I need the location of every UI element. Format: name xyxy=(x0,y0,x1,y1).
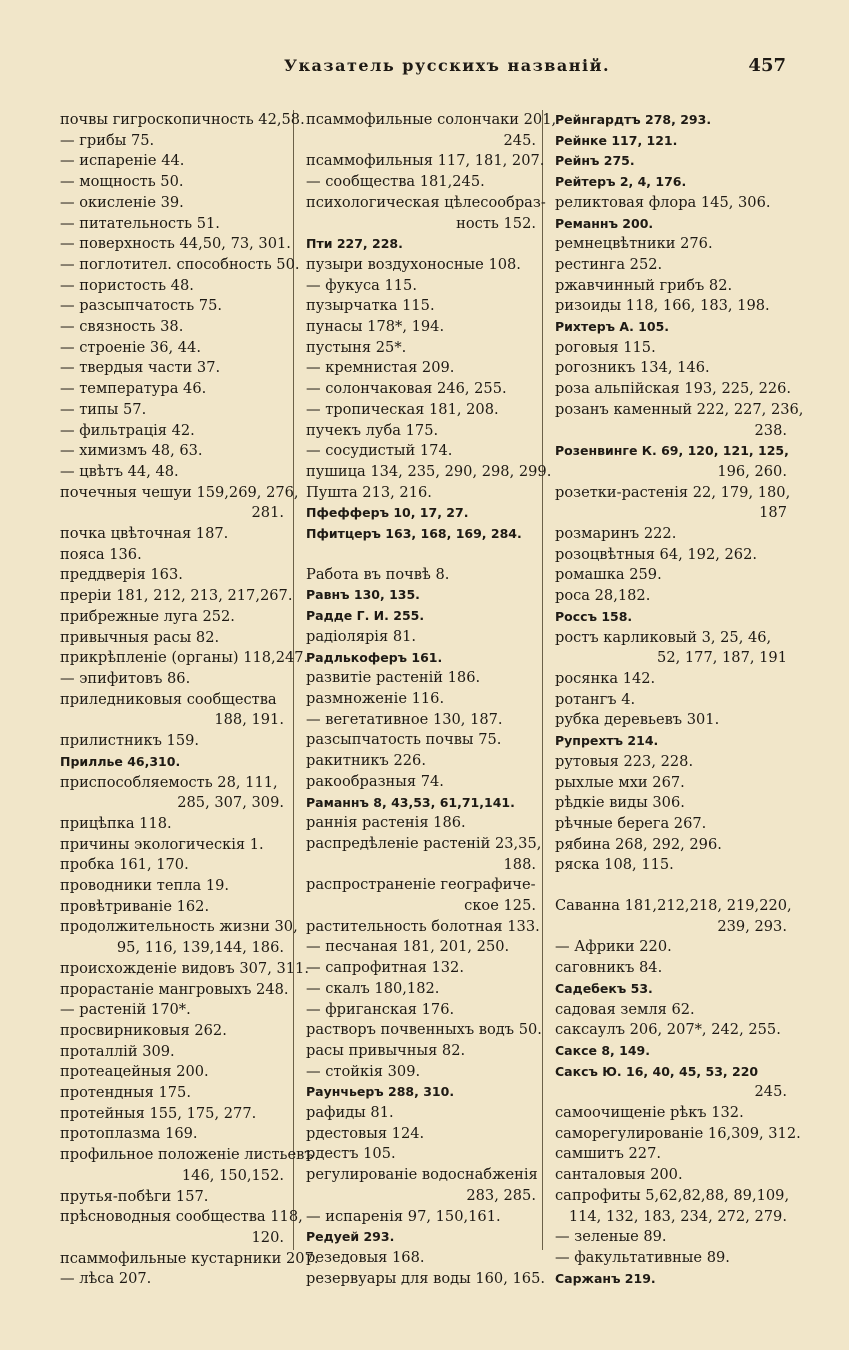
index-entry: 245. xyxy=(503,131,536,149)
index-entry: провѣтриваніе 162. xyxy=(60,897,210,915)
index-entry: психологическая цѣлесообраз- xyxy=(306,193,546,211)
index-entry: Саванна 181,212,218, 219,220, xyxy=(555,897,792,915)
index-entry: ризоиды 118, 166, 183, 198. xyxy=(555,297,770,315)
index-entry: рдестъ 105. xyxy=(306,1145,396,1163)
index-entry: Саржанъ 219. xyxy=(555,1270,656,1286)
index-entry: пустыня 25*. xyxy=(306,338,407,356)
index-entry: санталовыя 200. xyxy=(555,1166,683,1184)
index-entry: самшитъ 227. xyxy=(555,1145,662,1163)
index-entry: пояса 136. xyxy=(60,545,142,563)
index-entry: расы привычныя 82. xyxy=(306,1041,466,1059)
index-entry: развитіе растеній 186. xyxy=(306,669,481,687)
index-entry: рѣчные берега 267. xyxy=(555,814,707,832)
index-entry: сапрофиты 5,62,82,88, 89,109, xyxy=(555,1186,790,1204)
index-entry: рутовыя 223, 228. xyxy=(555,752,694,770)
index-entry: Раунчьеръ 288, 310. xyxy=(306,1084,455,1100)
index-entry: псаммофильные кустарники 207. xyxy=(60,1249,319,1267)
index-entry: — факультативные 89. xyxy=(555,1248,730,1266)
index-entry: — поглотител. способность 50. xyxy=(60,255,300,273)
index-entry: розетки-растенія 22, 179, 180, xyxy=(555,483,791,501)
index-entry: распредѣленіе растеній 23,35, xyxy=(306,834,542,852)
index-entry: садовая земля 62. xyxy=(555,1000,695,1018)
index-entry: — строеніе 36, 44. xyxy=(60,338,201,356)
index-entry: 188. xyxy=(503,855,536,873)
index-entry: — фукуса 115. xyxy=(306,276,417,294)
index-entry: ракитникъ 226. xyxy=(306,752,426,770)
index-entry: — зеленые 89. xyxy=(555,1228,667,1246)
column-divider xyxy=(293,110,294,1250)
index-entry: проталлій 309. xyxy=(60,1042,175,1060)
index-entry: 239, 293. xyxy=(717,917,787,935)
index-entry: 188, 191. xyxy=(214,711,284,729)
index-entry: — цвѣтъ 44, 48. xyxy=(60,462,179,480)
index-entry: пузырчатка 115. xyxy=(306,297,435,315)
index-entry: росянка 142. xyxy=(555,669,656,687)
index-entry: раннія растенія 186. xyxy=(306,814,466,832)
index-entry: ржавчинный грибъ 82. xyxy=(555,276,733,294)
index-entry: ромашка 259. xyxy=(555,566,662,584)
index-entry: резервуары для воды 160, 165. xyxy=(306,1269,545,1287)
index-entry: Рейнке 117, 121. xyxy=(555,132,678,148)
index-entry: Рихтеръ А. 105. xyxy=(555,319,670,335)
index-entry: — сообщества 181,245. xyxy=(306,173,485,191)
index-entry: Пфитцеръ 163, 168, 169, 284. xyxy=(306,526,522,542)
index-entry: рафиды 81. xyxy=(306,1104,394,1122)
index-entry: прикрѣпленіе (органы) 118,247. xyxy=(60,649,309,667)
page-number: 457 xyxy=(748,55,786,76)
index-entry: прибрежные луга 252. xyxy=(60,607,235,625)
index-entry: розмаринъ 222. xyxy=(555,525,677,543)
index-entry: Приллье 46,310. xyxy=(60,753,181,769)
index-entry: Работа въ почвѣ 8. xyxy=(306,565,450,583)
index-entry: растворъ почвенныхъ водъ 50. xyxy=(306,1021,542,1039)
index-entry: — эпифитовъ 86. xyxy=(60,669,191,687)
index-entry: псаммофильныя 117, 181, 207. xyxy=(306,152,545,170)
index-entry: Реманнъ 200. xyxy=(555,215,654,231)
index-entry: Россъ 158. xyxy=(555,608,633,624)
index-entry: рогозникъ 134, 146. xyxy=(555,359,710,377)
index-entry: — грибы 75. xyxy=(60,131,155,149)
index-entry: Розенвинге К. 69, 120, 121, 125, xyxy=(555,443,789,459)
index-entry: — солончаковая 246, 255. xyxy=(306,380,507,398)
index-entry: профильное положеніе листьевъ xyxy=(60,1146,314,1164)
index-entry: — сапрофитная 132. xyxy=(306,959,464,977)
index-entry: прилистникъ 159. xyxy=(60,732,200,750)
index-entry: рыхлые мхи 267. xyxy=(555,773,685,791)
running-title: Указатель русскихъ названій. xyxy=(284,56,611,75)
index-entry: Рейнгардтъ 278, 293. xyxy=(555,112,712,127)
index-entry: розоцвѣтныя 64, 192, 262. xyxy=(555,545,758,563)
index-entry: просвирниковыя 262. xyxy=(60,1021,227,1039)
index-entry: прицѣпка 118. xyxy=(60,814,172,832)
index-entry: протейныя 155, 175, 277. xyxy=(60,1104,257,1122)
index-entry: пушица 134, 235, 290, 298, 299. xyxy=(306,462,552,480)
index-entry: прутья-побѣги 157. xyxy=(60,1187,209,1205)
index-entry: самоочищеніе рѣкъ 132. xyxy=(555,1104,744,1122)
index-entry: — химизмъ 48, 63. xyxy=(60,442,203,460)
index-entry: — испареніе 44. xyxy=(60,152,185,170)
index-entry: ростъ карликовый 3, 25, 46, xyxy=(555,628,772,646)
index-entry: — фриганская 176. xyxy=(306,1000,455,1018)
index-entry: Пфефферъ 10, 17, 27. xyxy=(306,505,469,521)
index-entry: Редуей 293. xyxy=(306,1229,395,1245)
index-entry: — стойкія 309. xyxy=(306,1062,421,1080)
index-entry: роговыя 115. xyxy=(555,338,656,356)
page-header xyxy=(60,56,790,86)
index-entry: Радлькоферъ 161. xyxy=(306,649,443,665)
index-entry: разсыпчатость почвы 75. xyxy=(306,731,502,749)
index-column-2 xyxy=(306,110,557,1289)
index-entry: приспособляемость 28, 111, xyxy=(60,773,278,791)
index-entry: ское 125. xyxy=(464,897,536,915)
index-entry: 114, 132, 183, 234, 272, 279. xyxy=(568,1207,787,1225)
index-entry: Рупрехтъ 214. xyxy=(555,733,659,749)
index-entry: — твердыя части 37. xyxy=(60,359,221,377)
index-entry: — песчаная 181, 201, 250. xyxy=(306,938,510,956)
index-entry: причины экологическія 1. xyxy=(60,835,264,853)
index-entry: почечныя чешуи 159,269, 276, xyxy=(60,483,299,501)
index-entry: происхожденіе видовъ 307, 311. xyxy=(60,959,309,977)
index-entry: ремнецвѣтники 276. xyxy=(555,235,713,253)
index-entry: псаммофильные солончаки 201, xyxy=(306,111,557,128)
index-entry: — кремнистая 209. xyxy=(306,359,455,377)
index-entry: 52, 177, 187, 191 xyxy=(657,649,787,667)
index-entry: — испаренія 97, 150,161. xyxy=(306,1207,501,1225)
index-entry: регулированіе водоснабженія xyxy=(306,1166,538,1184)
index-entry: Радде Г. И. 255. xyxy=(306,608,425,624)
index-entry: преддверія 163. xyxy=(60,566,183,584)
index-entry: рѣдкіе виды 306. xyxy=(555,794,685,812)
index-entry: ряска 108, 115. xyxy=(555,856,674,874)
index-entry: резедовыя 168. xyxy=(306,1248,425,1266)
index-entry: — типы 57. xyxy=(60,400,147,418)
index-entry: 146, 150,152. xyxy=(181,1166,284,1184)
index-entry: пунасы 178*, 194. xyxy=(306,318,445,336)
index-entry: 196, 260. xyxy=(717,462,787,480)
index-entry: прорастаніе мангровыхъ 248. xyxy=(60,980,289,998)
index-entry: приледниковыя сообщества xyxy=(60,690,277,708)
index-entry: продолжительность жизни 30, xyxy=(60,918,298,936)
index-entry: — скалъ 180,182. xyxy=(306,979,440,997)
index-entry: Садебекъ 53. xyxy=(555,980,653,996)
index-entry: преріи 181, 212, 213, 217,267. xyxy=(60,587,293,605)
index-entry: — лѣса 207. xyxy=(60,1270,152,1288)
index-entry: Саксе 8, 149. xyxy=(555,1042,650,1058)
index-entry: пузыри воздухоносные 108. xyxy=(306,255,521,273)
index-entry: Равнъ 130, 135. xyxy=(306,587,420,603)
index-entry: протеацейныя 200. xyxy=(60,1063,209,1081)
index-entry: Рейтеръ 2, 4, 176. xyxy=(555,174,687,190)
index-entry: почвы гигроскопичность 42,58. xyxy=(60,111,305,128)
index-entry: привычныя расы 82. xyxy=(60,628,220,646)
index-entry: Пти 227, 228. xyxy=(306,236,403,252)
index-entry: пучекъ луба 175. xyxy=(306,421,439,439)
index-entry: протоплазма 169. xyxy=(60,1125,198,1143)
index-entry: роса 28,182. xyxy=(555,587,651,605)
index-entry: 283, 285. xyxy=(466,1186,536,1204)
index-entry: — мощность 50. xyxy=(60,173,184,191)
index-entry: проводники тепла 19. xyxy=(60,877,230,895)
index-entry: распространеніе географиче- xyxy=(306,876,536,894)
index-entry: прѣсноводныя сообщества 118, xyxy=(60,1208,303,1226)
index-entry: рестинга 252. xyxy=(555,255,663,273)
index-entry: — связность 38. xyxy=(60,318,184,336)
index-entry: саксаулъ 206, 207*, 242, 255. xyxy=(555,1021,781,1039)
index-entry: саговникъ 84. xyxy=(555,959,663,977)
index-entry: Рейнъ 275. xyxy=(555,153,635,169)
index-entry: 238. xyxy=(754,421,787,439)
index-entry: 245. xyxy=(754,1083,787,1101)
index-entry: протендныя 175. xyxy=(60,1084,191,1102)
column-divider xyxy=(542,110,543,1250)
index-entry: — вегетативное 130, 187. xyxy=(306,710,503,728)
index-entry: — окисленіе 39. xyxy=(60,193,184,211)
index-entry: реликтовая флора 145, 306. xyxy=(555,193,771,211)
index-entry: рдестовыя 124. xyxy=(306,1124,425,1142)
index-entry: роза альпійская 193, 225, 226. xyxy=(555,380,792,398)
index-entry: розанъ каменный 222, 227, 236, xyxy=(555,400,804,418)
index-entry: пробка 161, 170. xyxy=(60,856,189,874)
index-entry: ракообразныя 74. xyxy=(306,772,444,790)
index-entry: 281. xyxy=(251,504,284,522)
index-entry: — питательность 51. xyxy=(60,214,220,232)
index-entry: — разсыпчатость 75. xyxy=(60,297,222,315)
index-entry: рябина 268, 292, 296. xyxy=(555,835,722,853)
index-column-1 xyxy=(60,110,319,1290)
index-entry: — сосудистый 174. xyxy=(306,442,453,460)
index-entry: 187 xyxy=(759,504,787,522)
index-entry: 120. xyxy=(251,1228,284,1246)
index-entry: рубка деревьевъ 301. xyxy=(555,711,720,729)
index-entry: 95, 116, 139,144, 186. xyxy=(116,939,284,957)
index-entry: — пористость 48. xyxy=(60,276,194,294)
index-entry: радіолярія 81. xyxy=(306,627,417,645)
index-entry: — температура 46. xyxy=(60,380,207,398)
index-entry: 285, 307, 309. xyxy=(177,794,284,812)
index-entry: — тропическая 181, 208. xyxy=(306,400,499,418)
index-column-3 xyxy=(555,110,804,1289)
index-entry: Саксъ Ю. 16, 40, 45, 53, 220 xyxy=(555,1063,759,1079)
index-entry: ность 152. xyxy=(456,214,536,232)
index-entry: Пушта 213, 216. xyxy=(306,483,432,501)
index-entry: — поверхность 44,50, 73, 301. xyxy=(60,235,291,253)
index-entry: — растеній 170*. xyxy=(60,1001,191,1019)
index-entry: — фильтрація 42. xyxy=(60,421,195,439)
index-entry: размноженіе 116. xyxy=(306,689,445,707)
index-entry: растительность болотная 133. xyxy=(306,917,540,935)
index-entry: почка цвѣточная 187. xyxy=(60,525,229,543)
index-entry: Раманнъ 8, 43,53, 61,71,141. xyxy=(306,794,515,810)
index-entry: саморегулированіе 16,309, 312. xyxy=(555,1124,801,1142)
index-entry: ротангъ 4. xyxy=(555,690,636,708)
index-entry: — Африки 220. xyxy=(555,938,672,956)
